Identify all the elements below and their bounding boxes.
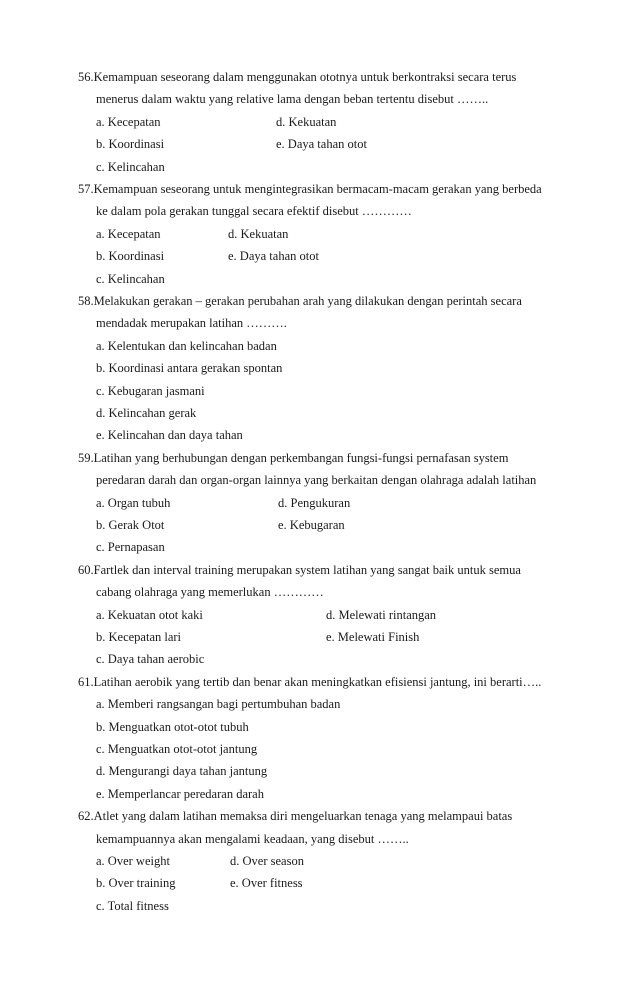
answer-option: e. Kelincahan dan daya tahan (96, 428, 243, 443)
question-text: Kemampuan seseorang untuk mengintegrasikan bermacam-macam gerakan yang berbeda (93, 182, 542, 196)
question-stem-continuation: cabang olahraga yang memerlukan ………… (96, 585, 324, 600)
answer-option: c. Kebugaran jasmani (96, 383, 205, 398)
question-number: 61. (78, 674, 94, 689)
answer-option: d. Kelincahan gerak (96, 406, 197, 420)
answer-option: a. Organ tubuh (96, 495, 171, 510)
answer-option: a. Kecepatan (96, 114, 161, 129)
answer-option: a. Kekuatan otot kaki (96, 607, 203, 622)
answer-option: d. Over season (230, 854, 304, 868)
answer-option: c. Pernapasan (96, 540, 165, 555)
answer-option: d. Kekuatan (276, 114, 337, 129)
question-stem-continuation: kemampuannya akan mengalami keadaan, yang disebut …….. (96, 831, 409, 846)
answer-option: e. Daya tahan otot (276, 137, 367, 152)
question-text: Atlet yang dalam latihan memaksa diri mengeluarkan tenaga yang melampaui batas (93, 809, 513, 824)
question-stem (78, 808, 512, 824)
answer-option: c. Total fitness (96, 898, 169, 913)
answer-option: e. Daya tahan otot (228, 249, 319, 264)
answer-option: e. Over fitness (230, 876, 303, 891)
question-number: 62. (78, 809, 94, 824)
question-stem-continuation: peredaran darah dan organ-organ lainnya yang berkaitan dengan olahraga adalah latihan (96, 473, 537, 488)
answer-option: d. Kekuatan (228, 226, 289, 241)
question-number: 60. (78, 562, 94, 577)
question-stem-continuation: mendadak merupakan latihan ………. (96, 316, 287, 331)
answer-option: e. Melewati Finish (326, 630, 420, 644)
question-text: Melakukan gerakan – gerakan perubahan arah yang dilakukan dengan perintah secara (93, 294, 522, 308)
question-text: Latihan yang berhubungan dengan perkembangan fungsi-fungsi pernafasan system (93, 450, 509, 465)
answer-option: b. Koordinasi antara gerakan spontan (96, 361, 283, 376)
answer-option: c. Daya tahan aerobic (96, 652, 205, 667)
answer-option: b. Menguatkan otot-otot tubuh (96, 719, 249, 734)
answer-option: a. Kecepatan (96, 226, 161, 241)
answer-option: b. Gerak Otot (96, 518, 165, 532)
answer-option: c. Menguatkan otot-otot jantung (96, 742, 258, 756)
answer-option: e. Kebugaran (278, 518, 345, 532)
answer-option: d. Pengukuran (278, 495, 351, 510)
question-stem (78, 674, 541, 690)
answer-option: b. Kecepatan lari (96, 630, 182, 644)
answer-option: b. Over training (96, 876, 176, 891)
question-stem-continuation: menerus dalam waktu yang relative lama dengan beban tertentu disebut …….. (96, 92, 489, 107)
answer-option: a. Kelentukan dan kelincahan badan (96, 338, 277, 353)
question-text: Kemampuan seseorang dalam menggunakan ototnya untuk berkontraksi secara terus (93, 70, 517, 84)
question-number: 58. (78, 294, 94, 308)
question-stem-continuation: ke dalam pola gerakan tunggal secara efektif disebut ………… (96, 204, 412, 219)
answer-option: b. Koordinasi (96, 249, 165, 264)
answer-option: c. Kelincahan (96, 159, 165, 174)
question-number: 56. (78, 70, 94, 84)
question-text: Fartlek dan interval training merupakan system latihan yang sangat baik untuk semua (93, 562, 521, 577)
answer-option: c. Kelincahan (96, 271, 165, 286)
question-stem (78, 181, 542, 197)
answer-option: a. Memberi rangsangan bagi pertumbuhan badan (96, 697, 341, 712)
question-text: Latihan aerobik yang tertib dan benar akan meningkatkan efisiensi jantung, ini berarti….. (93, 674, 542, 689)
question-stem (78, 293, 522, 309)
question-stem (78, 450, 508, 466)
question-number: 59. (78, 450, 94, 465)
answer-option: d. Mengurangi daya tahan jantung (96, 764, 268, 779)
question-number: 57. (78, 182, 94, 196)
answer-option: e. Memperlancar peredaran darah (96, 786, 264, 801)
answer-option: b. Koordinasi (96, 137, 165, 152)
question-stem (78, 69, 516, 85)
answer-option: d. Melewati rintangan (326, 607, 437, 622)
question-stem (78, 562, 521, 578)
answer-option: a. Over weight (96, 854, 170, 868)
